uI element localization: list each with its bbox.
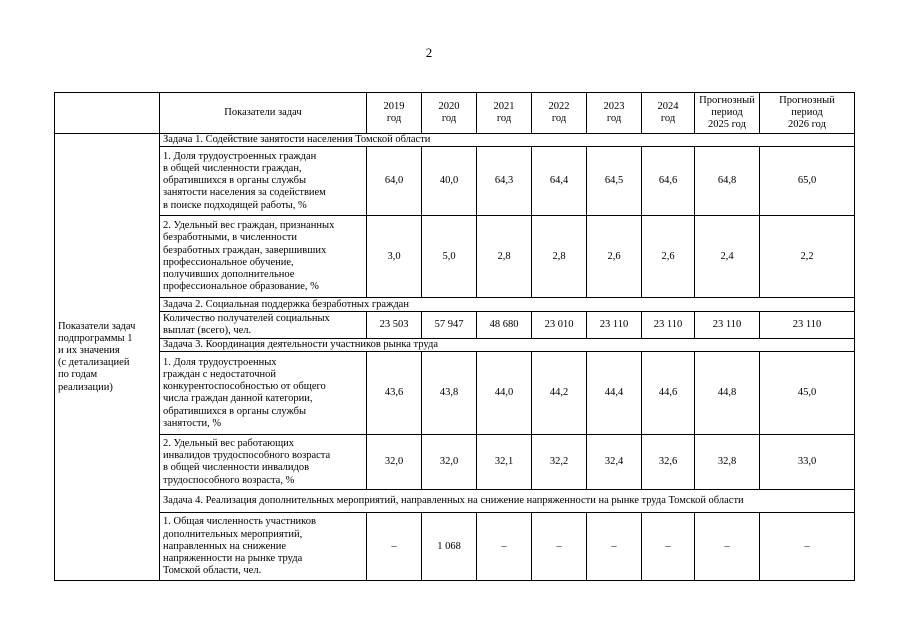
side-label-cell [55, 134, 160, 581]
value-cell: 64,0 [367, 147, 422, 216]
table-row [55, 216, 855, 298]
value-cell: 64,8 [695, 147, 760, 216]
year-header-2021: 2021 год [493, 100, 515, 124]
value-cell: 2,6 [587, 216, 642, 298]
value-cell: 2,8 [477, 216, 532, 298]
value-cell: 3,0 [367, 216, 422, 298]
table-row [55, 352, 855, 435]
indicator-name: 1. Доля трудоустроенных граждан в общей численности граждан, обратившихся в органы службы занятости населения за содействием в поиске подходящей работы, % [163, 150, 326, 211]
header-row [55, 93, 855, 134]
side-label: Показатели задач подпрограммы 1 и их значения (с детализацией по годам реализации) [58, 320, 136, 393]
value-cell: 44,4 [587, 352, 642, 435]
value-cell: 23 110 [695, 312, 760, 339]
value-cell: 44,6 [642, 352, 695, 435]
table-row [55, 312, 855, 339]
value-cell: – [477, 513, 532, 581]
value-cell: 2,2 [760, 216, 855, 298]
value-cell: 32,0 [367, 435, 422, 490]
indicator-name: 2. Удельный вес работающих инвалидов трудоспособного возраста в общей численности инвалидов трудоспособного возраста, % [163, 438, 331, 486]
task-title-row [55, 298, 855, 312]
table-row [55, 435, 855, 490]
task-2-title: Задача 2. Социальная поддержка безработных граждан [160, 298, 855, 312]
value-cell: 23 010 [532, 312, 587, 339]
value-cell: 43,8 [422, 352, 477, 435]
task-3-title: Задача 3. Координация деятельности участников рынка труда [160, 339, 855, 352]
value-cell: 32,0 [422, 435, 477, 490]
indicator-name: 2. Удельный вес граждан, признанных безработными, в численности безработных граждан, завершивших профессиональное обучение, получивших дополнительное профессиональное образование, % [163, 220, 335, 293]
value-cell: – [760, 513, 855, 581]
indicators-table [54, 92, 855, 581]
task-4-title: Задача 4. Реализация дополнительных мероприятий, направленных на снижение напряженности на рынке труда Томской области [160, 490, 855, 513]
value-cell: 23 110 [760, 312, 855, 339]
value-cell: 32,2 [532, 435, 587, 490]
value-cell: 44,8 [695, 352, 760, 435]
table-row [55, 147, 855, 216]
value-cell: 64,4 [532, 147, 587, 216]
indicator-name: 1. Доля трудоустроенных граждан с недостаточной конкурентоспособностью от общего числа граждан данной категории, обратившихся в органы службы занятости, % [163, 356, 326, 429]
task-title-row [55, 134, 855, 147]
value-cell: – [532, 513, 587, 581]
year-header-2024: 2024 год [657, 100, 679, 124]
value-cell: 33,0 [760, 435, 855, 490]
page-number: 2 [425, 45, 433, 60]
value-cell: 2,6 [642, 216, 695, 298]
year-header-2020: 2020 год [438, 100, 460, 124]
value-cell: 64,5 [587, 147, 642, 216]
indicator-name: Количество получателей социальных выплат (всего), чел. [163, 313, 330, 337]
value-cell: 44,0 [477, 352, 532, 435]
task-title-row [55, 339, 855, 352]
year-header-2023: 2023 год [603, 100, 625, 124]
value-cell: 45,0 [760, 352, 855, 435]
value-cell: 32,1 [477, 435, 532, 490]
value-cell: 2,8 [532, 216, 587, 298]
value-cell: 23 110 [587, 312, 642, 339]
value-cell: – [642, 513, 695, 581]
indicator-name: 1. Общая численность участников дополнительных мероприятий, направленных на снижение напряженности на рынке труда Томской области, чел. [163, 516, 316, 577]
indicator-column-header: Показатели задач [160, 93, 367, 134]
value-cell: 57 947 [422, 312, 477, 339]
value-cell: 23 503 [367, 312, 422, 339]
value-cell: 32,8 [695, 435, 760, 490]
value-cell: 40,0 [422, 147, 477, 216]
value-cell: 23 110 [642, 312, 695, 339]
value-cell: 64,6 [642, 147, 695, 216]
value-cell: 65,0 [760, 147, 855, 216]
year-header-2022: 2022 год [548, 100, 570, 124]
value-cell: – [587, 513, 642, 581]
value-cell: 1 068 [422, 513, 477, 581]
value-cell: – [695, 513, 760, 581]
header-empty-cell [55, 93, 160, 134]
task-1-title: Задача 1. Содействие занятости населения Томской области [160, 134, 855, 147]
value-cell: – [367, 513, 422, 581]
year-header-2025: Прогнозный период 2025 год [699, 94, 755, 131]
value-cell: 5,0 [422, 216, 477, 298]
value-cell: 48 680 [477, 312, 532, 339]
year-header-2019: 2019 год [383, 100, 405, 124]
value-cell: 32,4 [587, 435, 642, 490]
value-cell: 32,6 [642, 435, 695, 490]
value-cell: 43,6 [367, 352, 422, 435]
value-cell: 2,4 [695, 216, 760, 298]
table-row [55, 513, 855, 581]
value-cell: 44,2 [532, 352, 587, 435]
task-title-row [55, 490, 855, 513]
value-cell: 64,3 [477, 147, 532, 216]
year-header-2026: Прогнозный период 2026 год [779, 94, 835, 131]
